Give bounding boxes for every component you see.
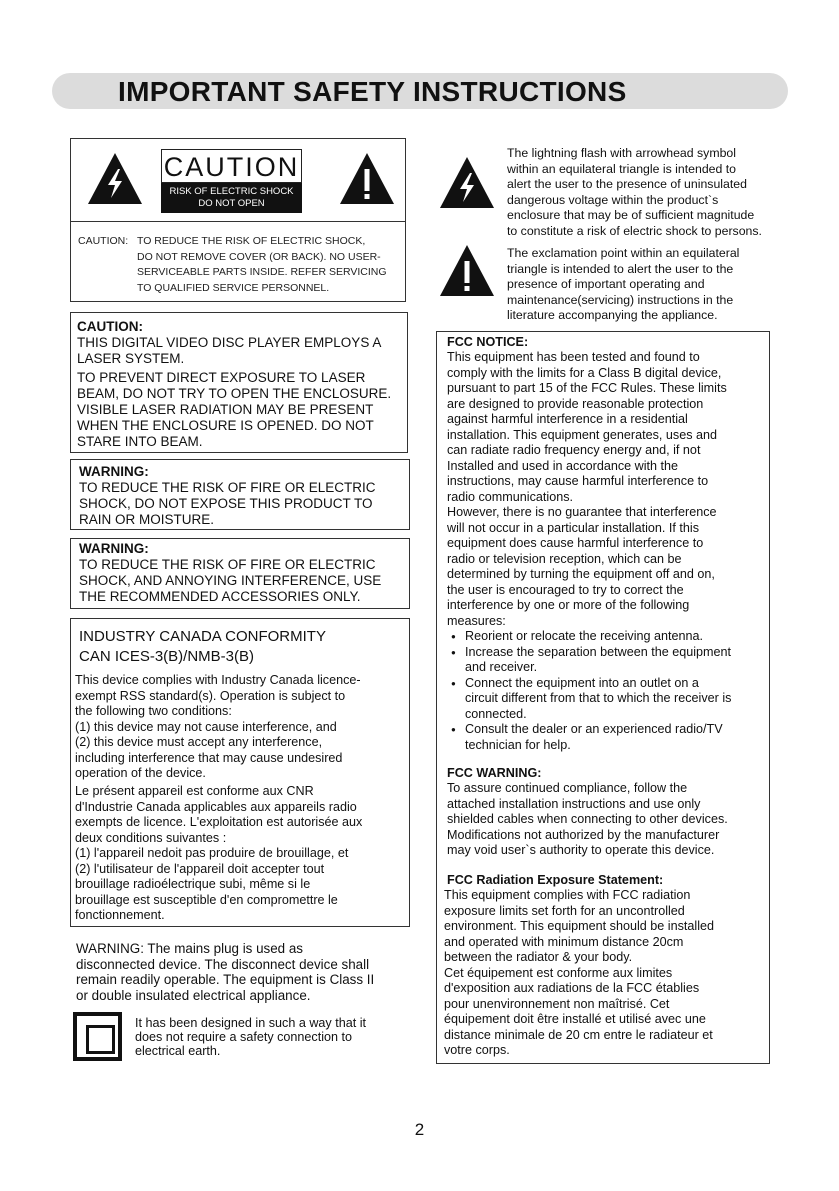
text-line: does not require a safety connection to xyxy=(135,1030,353,1044)
text-line: BEAM, DO NOT TRY TO OPEN THE ENCLOSURE. xyxy=(77,386,392,401)
caution-band xyxy=(161,183,302,213)
text-line: including interference that may cause undesired xyxy=(75,750,343,765)
text-line: Cet équipement est conforme aux limites xyxy=(444,965,673,980)
text-line: equipment does cause harmful interference to xyxy=(447,536,704,550)
text-line: maintenance(servicing) instructions in the xyxy=(507,292,734,307)
text-line: fonctionnement. xyxy=(75,908,165,922)
text-line: may void user`s authority to operate this device. xyxy=(447,843,715,857)
text-line: TO PREVENT DIRECT EXPOSURE TO LASER xyxy=(77,370,366,385)
fcc-radiation-heading: FCC Radiation Exposure Statement: xyxy=(447,873,664,887)
fcc-warning-text xyxy=(447,781,728,859)
warning-moisture-text xyxy=(79,480,376,528)
text-line: triangle is intended to alert the user to the xyxy=(507,261,734,276)
fcc-notice-heading: FCC NOTICE: xyxy=(447,335,529,349)
text-line: d'Industrie Canada applicables aux appareils radio xyxy=(75,799,357,814)
text-line: équipement doit être installé et utilisé avec une xyxy=(444,1012,706,1026)
text-line: THE RECOMMENDED ACCESSORIES ONLY. xyxy=(79,589,361,604)
text-line: between the radiator & your body. xyxy=(444,950,633,964)
list-item xyxy=(447,722,731,753)
text-line: and operated with minimum distance 20cm xyxy=(444,934,684,949)
text-line: interference by one or more of the following xyxy=(447,598,690,612)
warning-accessories-text xyxy=(79,557,381,605)
text-line: (2) l'utilisateur de l'appareil doit accepter tout xyxy=(75,861,325,876)
text-line: Modifications not authorized by the manufacturer xyxy=(447,827,720,842)
text-line: This equipment has been tested and found to xyxy=(447,350,700,364)
text-line: To assure continued compliance, follow the xyxy=(447,781,688,795)
note-line: TO QUALIFIED SERVICE PERSONNEL. xyxy=(137,281,330,294)
text-line: THIS DIGITAL VIDEO DISC PLAYER EMPLOYS A xyxy=(77,335,382,350)
text-line: ● Connect the equipment into an outlet on a xyxy=(465,675,699,690)
text-line: environment. This equipment should be installed xyxy=(444,919,714,933)
caution-note-lead: CAUTION: xyxy=(78,235,129,247)
text-line: exempt RSS standard(s). Operation is subject to xyxy=(75,688,346,703)
text-line: can radiate radio frequency energy and, if not xyxy=(447,443,701,457)
text-line: technician for help. xyxy=(465,737,571,752)
text-line: WHEN THE ENCLOSURE IS OPENED. DO NOT xyxy=(77,418,374,433)
text-line: However, there is no guarantee that interference xyxy=(447,505,717,519)
text-line: This equipment complies with FCC radiation xyxy=(444,888,691,902)
lightning-warning-icon xyxy=(86,151,144,206)
text-line: pursuant to part 15 of the FCC Rules. These limits xyxy=(447,381,727,395)
text-line: The lightning flash with arrowhead symbol xyxy=(507,146,736,160)
text-line: determined by turning the equipment off and on, xyxy=(447,567,715,581)
text-line: or double insulated electrical appliance. xyxy=(76,987,311,1003)
text-line: This device complies with Industry Canada licence- xyxy=(75,673,361,687)
text-line: ● Increase the separation between the equipment xyxy=(465,644,732,659)
text-line: radio communications. xyxy=(447,489,573,504)
text-line: SHOCK, DO NOT EXPOSE THIS PRODUCT TO xyxy=(79,496,373,511)
mains-plug-warning xyxy=(76,941,374,1003)
text-line: ● Consult the dealer or an experienced radio/TV xyxy=(465,722,723,736)
text-line: Installed and used in accordance with the xyxy=(447,458,679,473)
text-line: measures: xyxy=(447,613,506,628)
class-ii-inner-square xyxy=(86,1025,115,1054)
text-line: distance minimale de 20 cm entre le radiateur et xyxy=(444,1027,713,1042)
page-title: IMPORTANT SAFETY INSTRUCTIONS xyxy=(118,76,627,107)
text-line: enclosure that may be of sufficient magnitude xyxy=(507,208,755,222)
class-ii-double-insulation-icon xyxy=(73,1012,122,1061)
warning-heading: WARNING: xyxy=(79,464,149,479)
lightning-symbol-text xyxy=(507,146,762,239)
text-line: instructions, may cause harmful interference to xyxy=(447,474,709,488)
text-line: INDUSTRY CANADA CONFORMITY xyxy=(79,628,326,645)
list-item xyxy=(447,645,731,676)
caution-band-line: RISK OF ELECTRIC SHOCK xyxy=(169,186,294,197)
text-line: brouillage est susceptible d'en compromettre le xyxy=(75,892,338,907)
text-line: circuit different from that to which the receiver is xyxy=(465,691,732,705)
text-line: deux conditions suivantes : xyxy=(75,830,227,845)
text-line: VISIBLE LASER RADIATION MAY BE PRESENT xyxy=(77,402,374,417)
text-line: votre corps. xyxy=(444,1043,510,1057)
fcc-measures-list xyxy=(447,629,731,753)
text-line: connected. xyxy=(465,706,527,721)
text-line: will not occur in a particular installation. If this xyxy=(447,520,699,535)
text-line: pour unenvironnement non maîtrisé. Cet xyxy=(444,996,670,1011)
text-line: attached installation instructions and use only xyxy=(447,796,701,811)
text-line: (1) l'appareil nedoit pas produire de brouillage, et xyxy=(75,846,349,860)
text-line: are designed to provide reasonable protection xyxy=(447,396,704,411)
laser-caution-p1 xyxy=(77,335,381,367)
text-line: remain readily operable. The equipment is Class II xyxy=(76,972,375,987)
text-line: against harmful interference in a residential xyxy=(447,412,688,426)
list-item xyxy=(447,676,731,723)
text-line: Le présent appareil est conforme aux CNR xyxy=(75,784,314,798)
class-ii-text xyxy=(135,1016,366,1058)
text-line: TO REDUCE THE RISK OF FIRE OR ELECTRIC xyxy=(79,480,376,495)
exclamation-warning-icon xyxy=(338,151,396,206)
note-line: DO NOT REMOVE COVER (OR BACK). NO USER- xyxy=(137,250,381,263)
text-line: to constitute a risk of electric shock to persons. xyxy=(507,223,762,238)
text-line: electrical earth. xyxy=(135,1044,221,1058)
text-line: ● Reorient or relocate the receiving antenna. xyxy=(465,629,704,643)
text-line: exempts de licence. L'exploitation est autorisée aux xyxy=(75,815,363,829)
text-line: operation of the device. xyxy=(75,766,206,780)
fcc-notice-text xyxy=(447,350,727,629)
text-line: installation. This equipment generates, uses and xyxy=(447,427,718,442)
text-line: (1) this device may not cause interference, and xyxy=(75,719,337,734)
exclamation-symbol-icon xyxy=(438,243,496,298)
caution-word: CAUTION xyxy=(161,149,302,183)
text-line: presence of important operating and xyxy=(507,277,705,291)
text-line: exposure limits set forth for an uncontrolled xyxy=(444,903,685,918)
laser-caution-p2 xyxy=(77,370,391,450)
text-line: WARNING: The mains plug is used as xyxy=(76,941,303,956)
text-line: (2) this device must accept any interference, xyxy=(75,735,323,749)
page-number: 2 xyxy=(414,1120,425,1139)
text-line: comply with the limits for a Class B digital device, xyxy=(447,365,722,380)
text-line: The exclamation point within an equilateral xyxy=(507,246,740,260)
text-line: TO REDUCE THE RISK OF FIRE OR ELECTRIC xyxy=(79,557,376,572)
text-line: literature accompanying the appliance. xyxy=(507,308,718,322)
caution-band-line: DO NOT OPEN xyxy=(198,198,265,209)
text-line: brouillage radioélectrique subi, même si le xyxy=(75,877,311,891)
text-line: the user is encouraged to try to correct the xyxy=(447,582,684,597)
text-line: It has been designed in such a way that it xyxy=(135,1016,367,1030)
fcc-radiation-text xyxy=(444,888,714,1059)
text-line: disconnected device. The disconnect device shall xyxy=(76,956,370,972)
text-line: dangerous voltage within the product`s xyxy=(507,192,719,207)
text-line: within an equilateral triangle is intended to xyxy=(507,161,737,176)
text-line: alert the user to the presence of uninsulated xyxy=(507,177,747,191)
text-line: LASER SYSTEM. xyxy=(77,351,185,366)
note-line: TO REDUCE THE RISK OF ELECTRIC SHOCK, xyxy=(137,235,366,247)
text-line: shielded cables when connecting to other devices. xyxy=(447,812,728,826)
text-line: RAIN OR MOISTURE. xyxy=(79,512,215,527)
industry-canada-title xyxy=(79,627,326,667)
lightning-symbol-icon xyxy=(438,155,496,210)
caution-label-divider xyxy=(70,221,406,222)
text-line: and receiver. xyxy=(465,660,538,674)
list-item xyxy=(447,629,731,645)
laser-caution-heading: CAUTION: xyxy=(77,319,143,334)
text-line: d'exposition aux radiations de la FCC établies xyxy=(444,981,700,995)
text-line: CAN ICES-3(B)/NMB-3(B) xyxy=(79,648,255,665)
exclamation-symbol-text xyxy=(507,246,739,324)
caution-note xyxy=(137,234,387,296)
text-line: radio or television reception, which can be xyxy=(447,551,682,566)
fcc-warning-heading: FCC WARNING: xyxy=(447,766,542,780)
text-line: the following two conditions: xyxy=(75,704,232,718)
industry-canada-english xyxy=(75,673,361,782)
industry-canada-french xyxy=(75,784,362,924)
warning-heading: WARNING: xyxy=(79,541,149,556)
text-line: SHOCK, AND ANNOYING INTERFERENCE, USE xyxy=(79,573,382,588)
note-line: SERVICEABLE PARTS INSIDE. REFER SERVICING xyxy=(137,266,387,278)
text-line: STARE INTO BEAM. xyxy=(77,434,203,449)
